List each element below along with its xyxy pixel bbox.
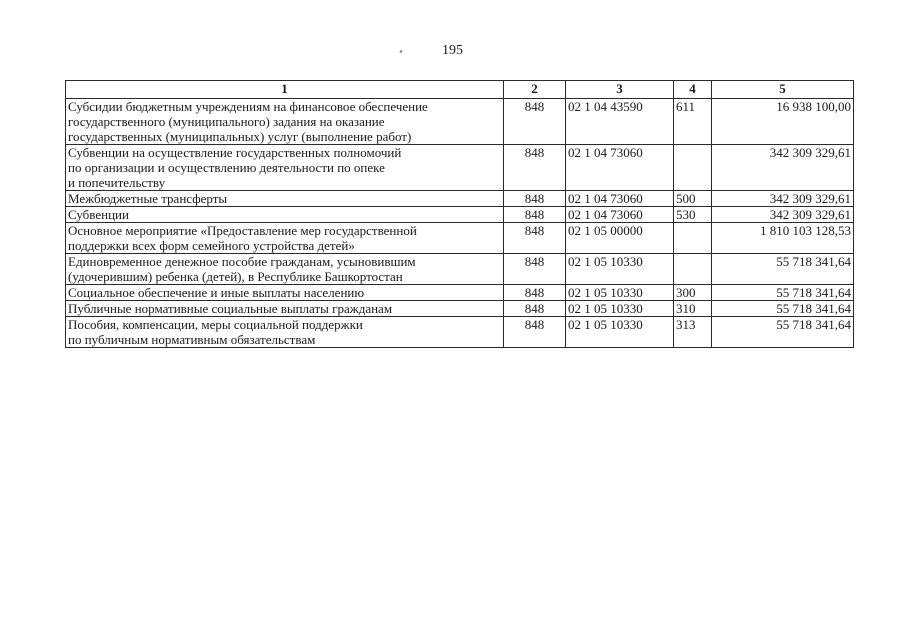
row-code-cell: 02 1 04 43590: [566, 99, 674, 145]
row-name-cell: [66, 317, 504, 348]
row-name-line: по организации и осуществлению деятельности по опеке: [68, 160, 385, 175]
row-admin-cell: 848: [504, 254, 566, 285]
table-row: [66, 99, 854, 145]
row-sum-cell: 55 718 341,64: [712, 301, 854, 317]
row-admin-cell: 848: [504, 191, 566, 207]
table-row: [66, 317, 854, 348]
budget-table: [65, 80, 854, 348]
table-row: [66, 254, 854, 285]
header-col-2: 2: [504, 81, 566, 99]
table-row: [66, 223, 854, 254]
row-name-line: Субсидии бюджетным учреждениям на финансовое обеспечение: [68, 99, 428, 114]
row-name-line: государственных (муниципальных) услуг (выполнение работ): [68, 129, 412, 144]
row-name-cell: [66, 223, 504, 254]
table-row: [66, 285, 854, 301]
row-admin-cell: 848: [504, 99, 566, 145]
row-type-cell: 313: [674, 317, 712, 348]
page-number: 195: [442, 43, 463, 58]
row-type-cell: 611: [674, 99, 712, 145]
header-col-3: 3: [566, 81, 674, 99]
row-name-cell: [66, 145, 504, 191]
row-name-cell: [66, 191, 504, 207]
row-sum-cell: 342 309 329,61: [712, 191, 854, 207]
row-sum-cell: 16 938 100,00: [712, 99, 854, 145]
table-row: [66, 301, 854, 317]
row-sum-cell: 342 309 329,61: [712, 145, 854, 191]
row-sum-cell: 55 718 341,64: [712, 254, 854, 285]
row-type-cell: [674, 223, 712, 254]
row-code-cell: 02 1 05 10330: [566, 317, 674, 348]
row-type-cell: [674, 145, 712, 191]
row-name-cell: [66, 254, 504, 285]
row-name-line: Субвенции на осуществление государственных полномочий: [68, 145, 402, 160]
row-name-line: Социальное обеспечение и иные выплаты населению: [68, 285, 365, 300]
row-name-line: и попечительству: [68, 175, 166, 190]
row-name-line: государственного (муниципального) задания на оказание: [68, 114, 385, 129]
row-type-cell: 300: [674, 285, 712, 301]
row-name-line: (удочерившим) ребенка (детей), в Республике Башкортостан: [68, 269, 403, 284]
row-admin-cell: 848: [504, 145, 566, 191]
row-name-line: поддержки всех форм семейного устройства детей»: [68, 238, 355, 253]
row-code-cell: 02 1 05 10330: [566, 254, 674, 285]
table-body: [66, 99, 854, 348]
row-code-cell: 02 1 05 00000: [566, 223, 674, 254]
row-name-line: Субвенции: [68, 207, 129, 222]
row-type-cell: [674, 254, 712, 285]
header-col-1: 1: [66, 81, 504, 99]
row-type-cell: 530: [674, 207, 712, 223]
row-code-cell: 02 1 05 10330: [566, 285, 674, 301]
row-sum-cell: 342 309 329,61: [712, 207, 854, 223]
row-type-cell: 310: [674, 301, 712, 317]
row-name-line: Основное мероприятие «Предоставление мер государственной: [68, 223, 417, 238]
row-name-line: Публичные нормативные социальные выплаты гражданам: [68, 301, 393, 316]
row-admin-cell: 848: [504, 223, 566, 254]
row-admin-cell: 848: [504, 301, 566, 317]
row-admin-cell: 848: [504, 317, 566, 348]
row-sum-cell: 1 810 103 128,53: [712, 223, 854, 254]
row-code-cell: 02 1 04 73060: [566, 207, 674, 223]
row-code-cell: 02 1 05 10330: [566, 301, 674, 317]
table-header-row: [66, 81, 854, 99]
header-col-4: 4: [674, 81, 712, 99]
row-type-cell: 500: [674, 191, 712, 207]
table-row: [66, 145, 854, 191]
row-sum-cell: 55 718 341,64: [712, 285, 854, 301]
row-code-cell: 02 1 04 73060: [566, 191, 674, 207]
row-name-cell: [66, 285, 504, 301]
row-admin-cell: 848: [504, 285, 566, 301]
row-name-line: Пособия, компенсации, меры социальной поддержки: [68, 317, 363, 332]
header-col-5: 5: [712, 81, 854, 99]
row-name-line: Межбюджетные трансферты: [68, 191, 228, 206]
table-row: [66, 207, 854, 223]
row-name-cell: [66, 207, 504, 223]
row-name-line: по публичным нормативным обязательствам: [68, 332, 316, 347]
row-sum-cell: 55 718 341,64: [712, 317, 854, 348]
row-name-cell: [66, 301, 504, 317]
table-row: [66, 191, 854, 207]
row-admin-cell: 848: [504, 207, 566, 223]
row-name-line: Единовременное денежное пособие гражданам, усыновившим: [68, 254, 416, 269]
row-code-cell: 02 1 04 73060: [566, 145, 674, 191]
row-name-cell: [66, 99, 504, 145]
